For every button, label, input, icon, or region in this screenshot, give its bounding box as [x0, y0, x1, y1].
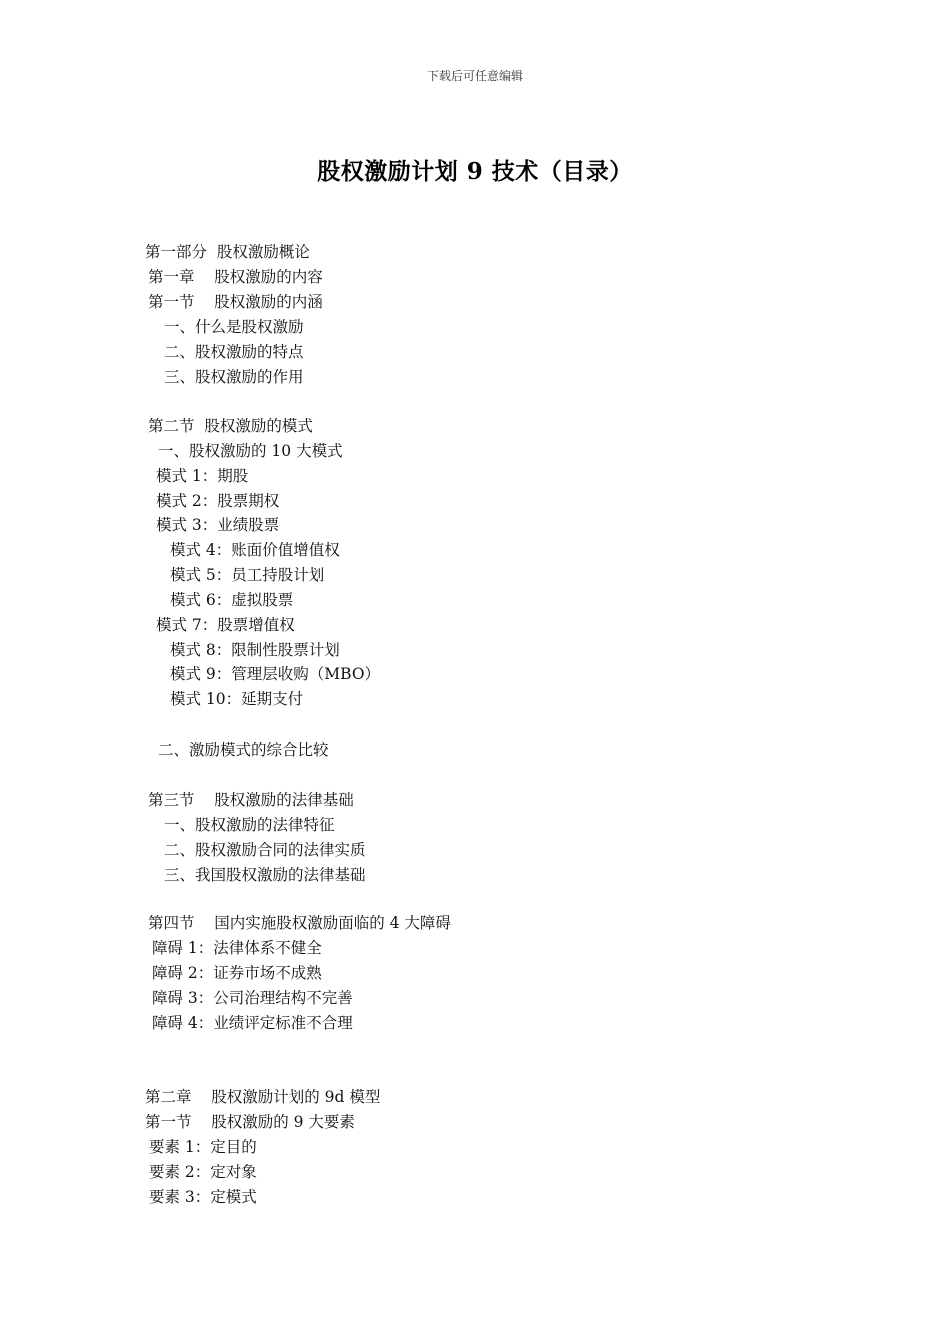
page-header: 下载后可任意编辑 [426, 69, 523, 83]
toc-subitem: 要素 3：定模式 [149, 1188, 257, 1206]
toc-section: 第一节 股权激励的 9 大要素 [145, 1113, 355, 1131]
toc-item: 二、股权激励的特点 [164, 343, 304, 361]
toc-subitem: 障碍 2：证券市场不成熟 [152, 964, 322, 982]
document-title: 股权激励计划 9 技术（目录） [317, 158, 633, 185]
toc-subitem: 模式 8：限制性股票计划 [170, 641, 340, 659]
toc-subitem: 要素 1：定目的 [149, 1138, 257, 1156]
toc-subitem: 模式 1：期股 [156, 467, 249, 485]
toc-subitem: 模式 5：员工持股计划 [170, 566, 325, 584]
toc-subitem: 模式 9：管理层收购（MBO） [170, 665, 381, 683]
toc-item: 二、激励模式的综合比较 [158, 741, 329, 759]
toc-item: 一、股权激励的法律特征 [164, 816, 335, 834]
toc-subitem: 障碍 4：业绩评定标准不合理 [152, 1014, 353, 1032]
toc-section: 第一节 股权激励的内涵 [148, 293, 323, 311]
toc-subitem: 模式 4：账面价值增值权 [170, 541, 340, 559]
toc-item: 二、股权激励合同的法律实质 [164, 841, 366, 859]
toc-subitem: 模式 10：延期支付 [170, 690, 304, 708]
toc-item: 三、股权激励的作用 [164, 368, 304, 386]
toc-item: 三、我国股权激励的法律基础 [164, 866, 366, 884]
toc-subitem: 障碍 1：法律体系不健全 [152, 939, 322, 957]
toc-section: 第二节 股权激励的模式 [148, 417, 313, 435]
toc-item: 一、股权激励的 10 大模式 [158, 442, 343, 460]
toc-subitem: 模式 2：股票期权 [156, 492, 280, 510]
toc-subitem: 模式 3：业绩股票 [156, 516, 280, 534]
toc-subitem: 障碍 3：公司治理结构不完善 [152, 989, 353, 1007]
toc-subitem: 模式 7：股票增值权 [156, 616, 295, 634]
toc-chapter: 第二章 股权激励计划的 9d 模型 [145, 1088, 381, 1106]
toc-section: 第四节 国内实施股权激励面临的 4 大障碍 [148, 914, 451, 932]
toc-subitem: 要素 2：定对象 [149, 1163, 257, 1181]
toc-subitem: 模式 6：虚拟股票 [170, 591, 294, 609]
toc-chapter: 第一章 股权激励的内容 [148, 268, 323, 286]
toc-part: 第一部分 股权激励概论 [145, 243, 310, 261]
toc-section: 第三节 股权激励的法律基础 [148, 791, 354, 809]
toc-item: 一、什么是股权激励 [164, 318, 304, 336]
